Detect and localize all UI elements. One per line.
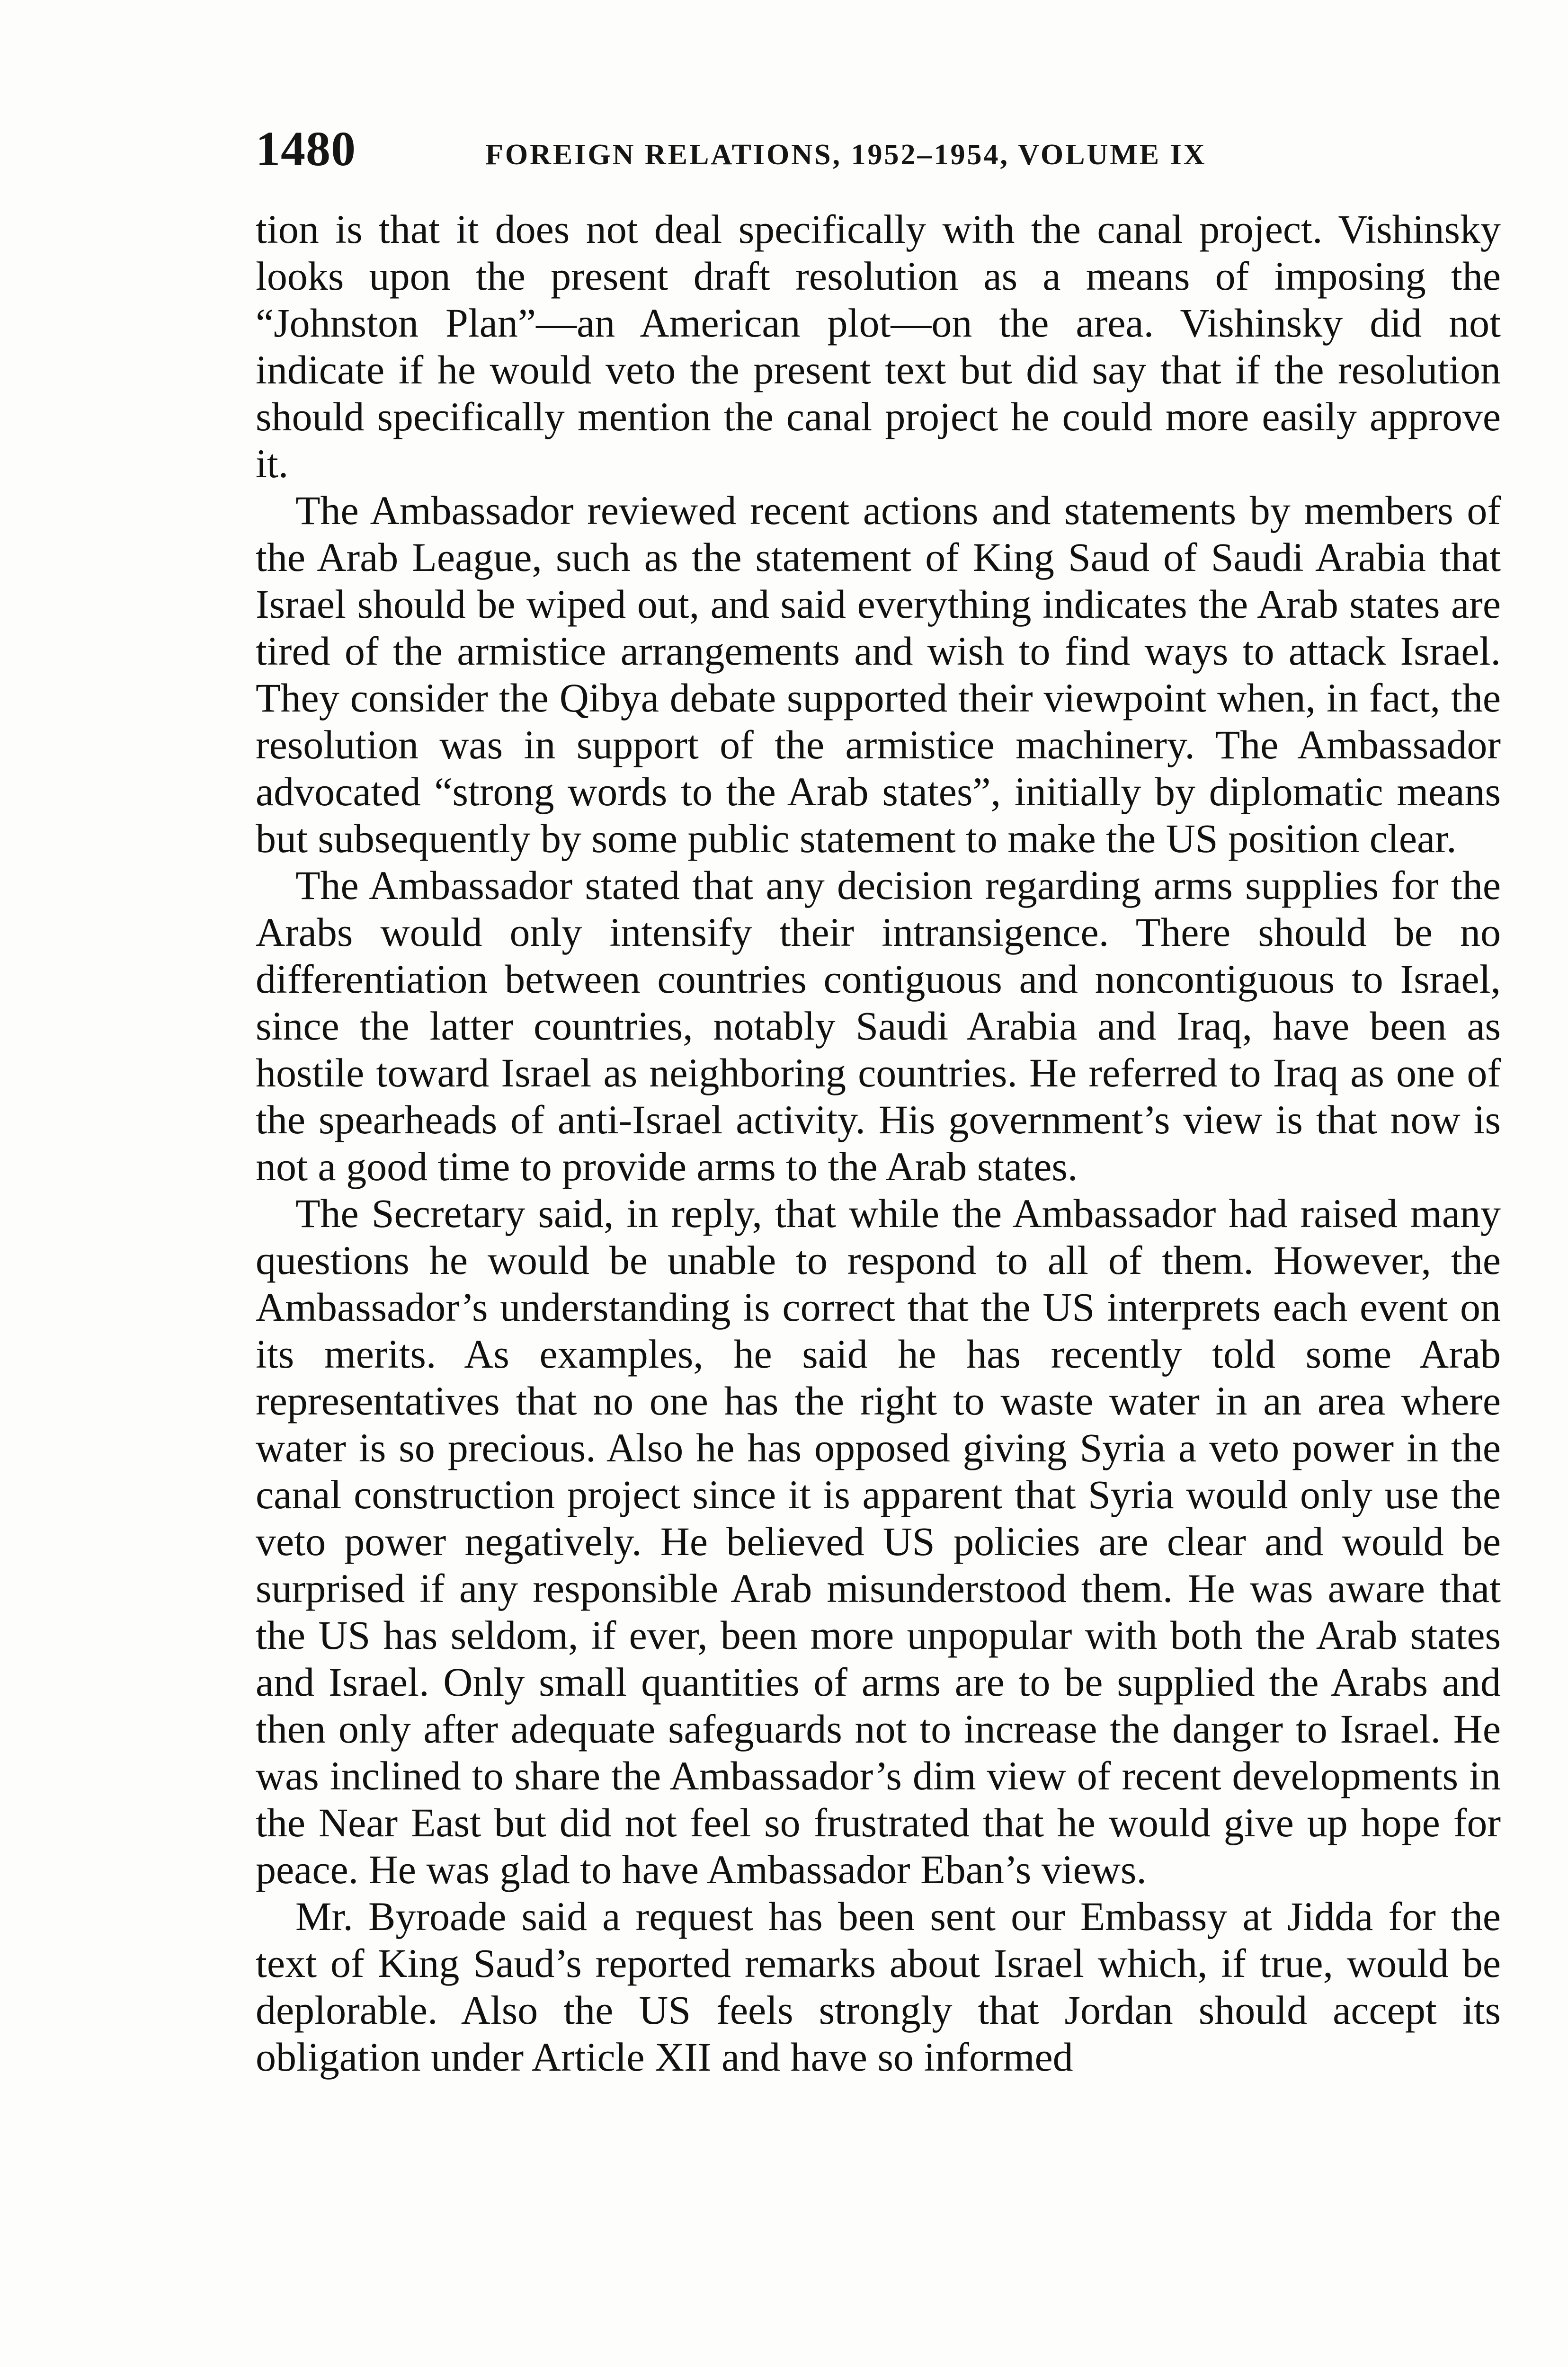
paragraph-byroade: Mr. Byroade said a request has been sent our Embassy at Jidda for the text of King Saud’s reported remarks about Israel which, if true, would be deplorable. Also the US feels strongly that Jordan should accept its obligation under Article XII and have so informed — [256, 1894, 1501, 2080]
page-header — [256, 121, 1506, 182]
body-text — [256, 206, 1501, 2081]
paragraph-secretary-reply: The Secretary said, in reply, that while the Ambassador had raised many questions he would be unable to respond to all of them. However, the Ambassador’s understanding is correct that the US interprets each event on its merits. As examples, he said he has recently told some Arab representatives that no one has the right to waste water in an area where water is so precious. Also he has opposed giving Syria a veto power in the canal construction project since it is apparent that Syria would only use the veto power negatively. He believed US policies are clear and would be surprised if any responsible Arab misunderstood them. He was aware that the US has seldom, if ever, been more unpopular with both the Arab states and Israel. Only small quantities of arms are to be supplied the Arabs and then only after adequate safeguards not to increase the danger to Israel. He was inclined to share the Ambassador’s dim view of recent developments in the Near East but did not feel so frustrated that he would give up hope for peace. He was glad to have Ambassador Eban’s views. — [256, 1191, 1501, 1892]
page-number: 1480 — [256, 122, 356, 176]
paragraph-arms-supplies: The Ambassador stated that any decision regarding arms supplies for the Arabs would only intensify their intransigence. There should be no differentiation between countries contiguous and noncontiguous to Israel, since the latter countries, notably Saudi Arabia and Iraq, have been as hostile toward Israel as neighboring countries. He referred to Iraq as one of the spearheads of anti-Israel activity. His government’s view is that now is not a good time to provide arms to the Arab states. — [256, 863, 1501, 1189]
running-head: FOREIGN RELATIONS, 1952–1954, VOLUME IX — [485, 139, 1207, 171]
paragraph-continuation: tion is that it does not deal specifically with the canal project. Vishinsky looks upon the present draft resolution as a means of imposing the “Johnston Plan”—an American plot—on the area. Vishinsky did not indicate if he would veto the present text but did say that if the resolution should specifically mention the canal project he could more easily approve it. — [256, 206, 1501, 486]
paragraph-ambassador-arab-league: The Ambassador reviewed recent actions and statements by members of the Arab League, such as the statement of King Saud of Saudi Arabia that Israel should be wiped out, and said everything indicates the Arab states are tired of the armistice arrangements and wish to find ways to attack Israel. They consider the Qibya debate supported their viewpoint when, in fact, the resolution was in support of the armistice machinery. The Ambassador advocated “strong words to the Arab states”, initially by diplomatic means but subsequently by some public statement to make the US position clear. — [256, 488, 1501, 861]
